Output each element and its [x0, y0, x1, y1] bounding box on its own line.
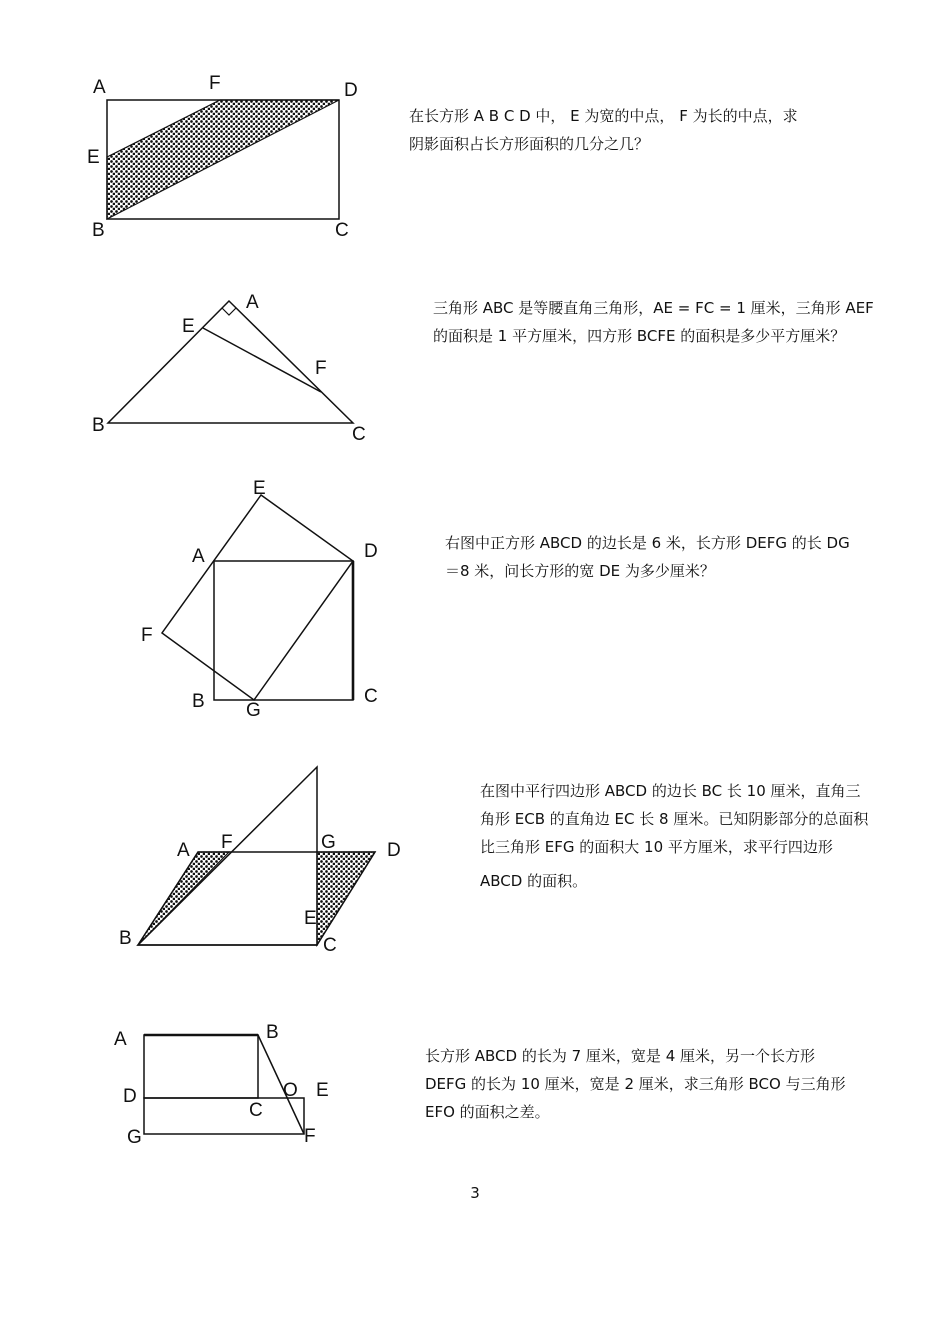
- figure-3-square-rectangle: [141, 478, 378, 721]
- problem-4-line-1: 在图中平行四边形 ABCD 的边长 BC 长 10 厘米，直角三: [480, 782, 861, 800]
- problem-5-line-1: 长方形 ABCD 的长为 7 厘米，宽是 4 厘米，另一个长方形: [425, 1047, 816, 1065]
- fig1-shaded-region: [107, 100, 339, 219]
- problem-1-line-1: 在长方形 A B C D 中， E 为宽的中点， F 为长的中点，求: [409, 107, 798, 125]
- problem-1-line-2: 阴影面积占长方形面积的几分之几？: [409, 135, 650, 153]
- fig5-label-f: F: [304, 1126, 316, 1147]
- fig5-label-b: B: [266, 1022, 279, 1043]
- fig4-label-g: G: [321, 832, 336, 853]
- fig2-label-b: B: [92, 415, 105, 436]
- fig2-label-f: F: [315, 358, 327, 379]
- fig2-label-e: E: [182, 316, 195, 337]
- figure-1-rectangle: [87, 73, 358, 241]
- fig5-label-d: D: [123, 1086, 137, 1107]
- fig1-label-e: E: [87, 147, 100, 168]
- fig5-rectangle-defg: [144, 1098, 304, 1134]
- figure-2-triangle: [92, 292, 366, 445]
- fig2-right-angle-mark: [222, 308, 236, 315]
- fig1-label-f: F: [209, 73, 221, 94]
- figure-5-two-rectangles: [114, 1022, 329, 1148]
- problem-3-line-1: 右图中正方形 ABCD 的边长是 6 米，长方形 DEFG 的长 DG: [445, 534, 850, 552]
- problem-5-line-3: EFO 的面积之差。: [425, 1103, 550, 1121]
- problem-5-text: [425, 1042, 846, 1126]
- fig1-label-a: A: [93, 77, 106, 98]
- problem-2-line-2: 的面积是 1 平方厘米，四方形 BCFE 的面积是多少平方厘米？: [433, 327, 846, 345]
- fig2-label-c: C: [352, 424, 366, 445]
- problem-3-line-2: ＝8 米，问长方形的宽 DE 为多少厘米？: [445, 562, 715, 580]
- fig3-label-f: F: [141, 625, 153, 646]
- problem-2-line-1: 三角形 ABC 是等腰直角三角形，AE = FC = 1 厘米，三角形 AEF: [433, 299, 874, 317]
- fig4-label-f: F: [221, 832, 233, 853]
- fig5-label-a: A: [114, 1029, 127, 1050]
- fig5-label-c: C: [249, 1100, 263, 1121]
- fig3-label-d: D: [364, 541, 378, 562]
- fig3-rectangle-defg: [162, 495, 353, 700]
- page-number: 3: [470, 1184, 480, 1202]
- fig1-label-c: C: [335, 220, 349, 241]
- fig5-label-o: O: [283, 1080, 298, 1101]
- fig5-label-e: E: [316, 1080, 329, 1101]
- fig2-label-a: A: [246, 292, 259, 313]
- problem-4-line-3: 比三角形 EFG 的面积大 10 平方厘米，求平行四边形: [480, 838, 833, 856]
- fig1-label-b: B: [92, 220, 105, 241]
- fig4-label-c: C: [323, 935, 337, 956]
- fig4-label-a: A: [177, 840, 190, 861]
- fig2-segment-ef: [203, 328, 321, 392]
- fig3-label-g: G: [246, 700, 261, 721]
- fig4-triangle-ecb: [138, 767, 317, 945]
- fig3-square-abcd: [214, 561, 353, 700]
- fig1-label-d: D: [344, 80, 358, 101]
- problem-3-text: [445, 529, 850, 585]
- problem-5-line-2: DEFG 的长为 10 厘米，宽是 2 厘米，求三角形 BCO 与三角形: [425, 1075, 846, 1093]
- fig3-label-b: B: [192, 691, 205, 712]
- fig4-label-e: E: [304, 908, 317, 929]
- fig5-label-g: G: [127, 1127, 142, 1148]
- problem-2-text: [433, 294, 874, 350]
- fig3-label-c: C: [364, 686, 378, 707]
- problem-4-line-4: ABCD 的面积。: [480, 872, 588, 890]
- fig3-label-a: A: [192, 546, 205, 567]
- problem-1-text: [409, 102, 798, 158]
- problem-4-text: [480, 777, 868, 895]
- fig3-label-e: E: [253, 478, 266, 499]
- fig4-label-b: B: [119, 928, 132, 949]
- fig4-label-d: D: [387, 840, 401, 861]
- fig5-rectangle-abcd: [144, 1035, 258, 1098]
- figure-4-parallelogram: [119, 767, 401, 956]
- problem-4-line-2: 角形 ECB 的直角边 EC 长 8 厘米。已知阴影部分的总面积: [480, 810, 869, 828]
